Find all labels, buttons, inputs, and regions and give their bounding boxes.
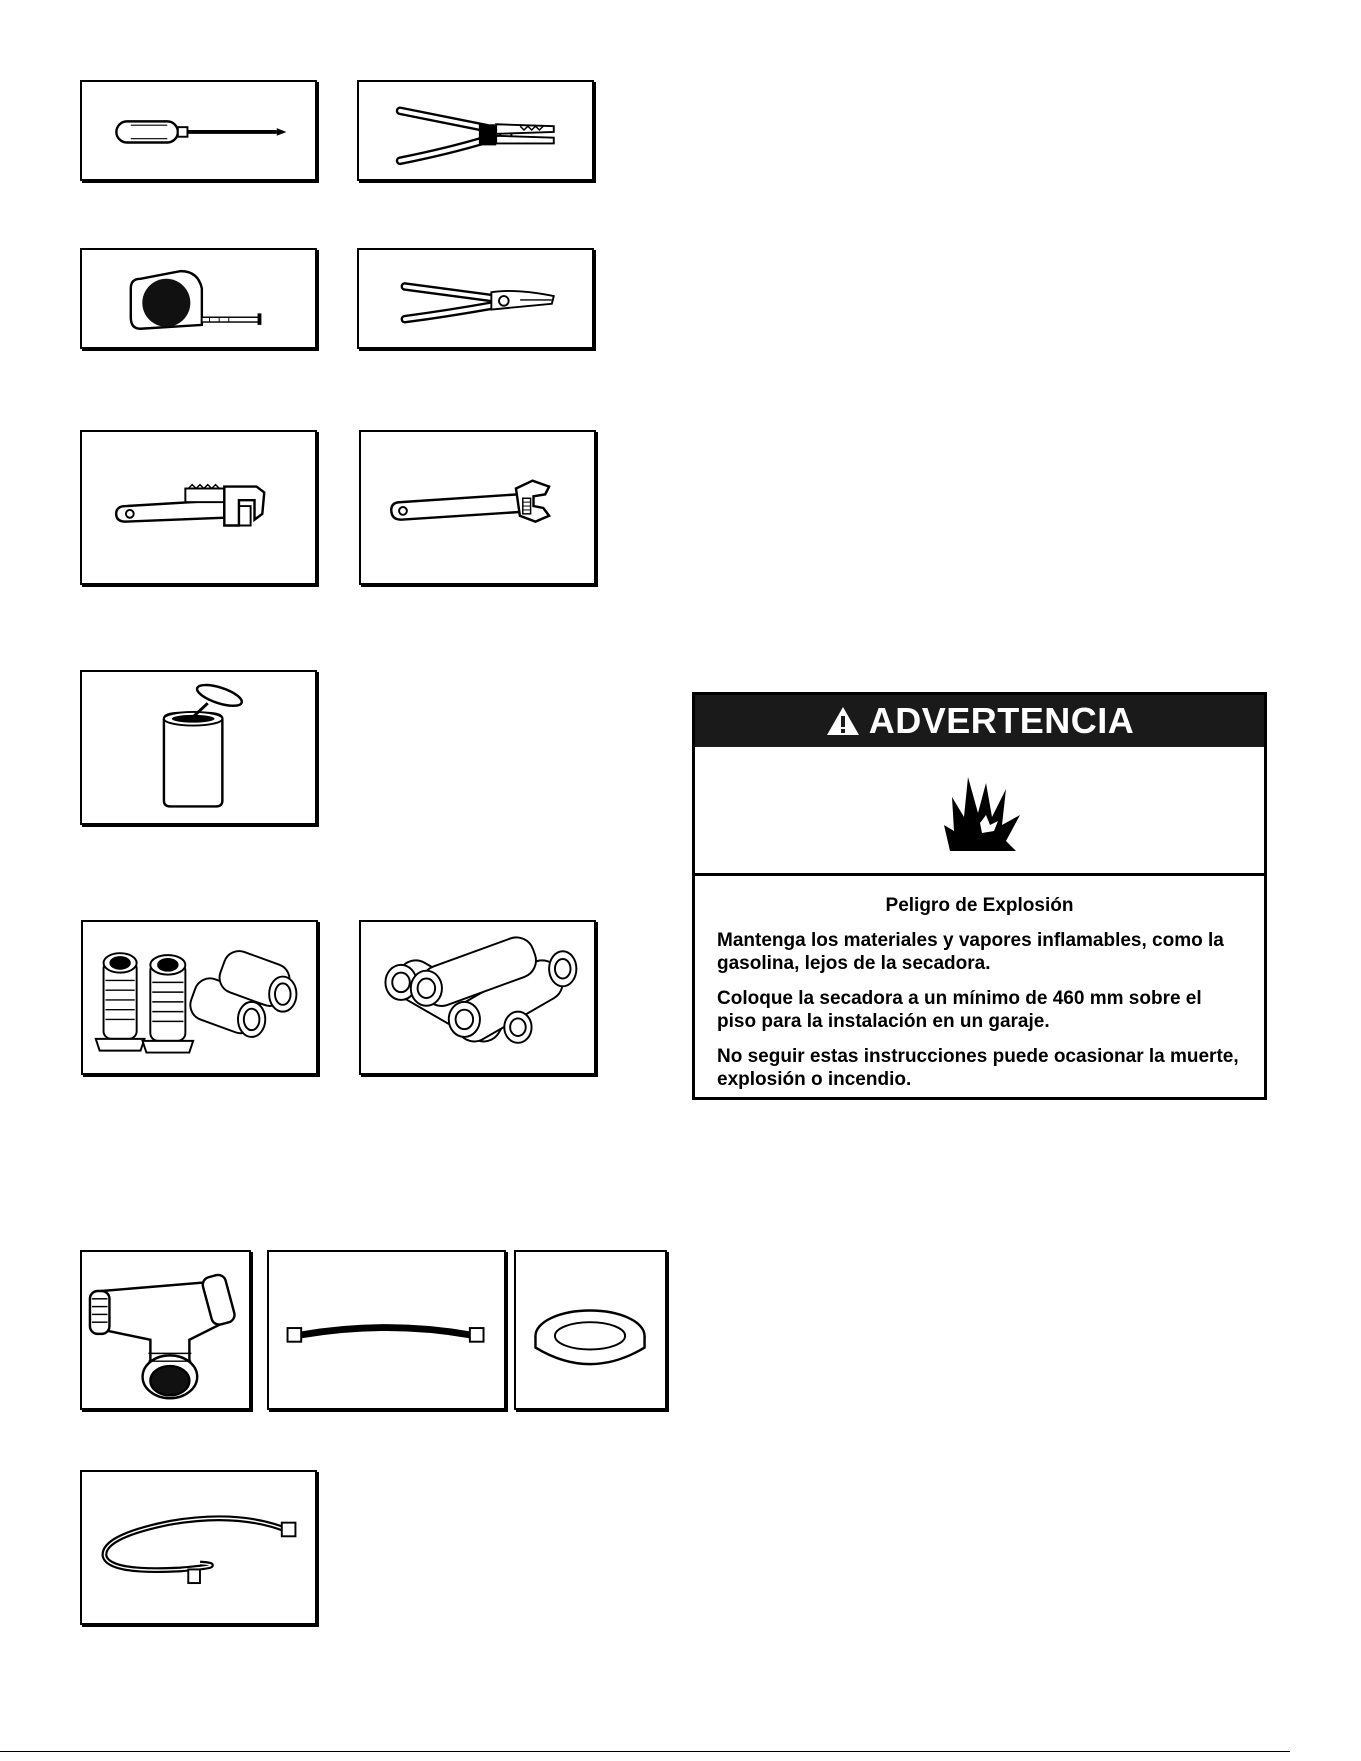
washer-icon (516, 1252, 665, 1408)
warning-triangle-icon (825, 705, 861, 737)
page-bottom-rule (0, 1751, 1290, 1752)
explosion-icon-area (695, 747, 1264, 876)
inlet-hose-icon (82, 1472, 315, 1623)
leveling-legs-box (81, 920, 318, 1075)
warning-paragraph-2: Coloque la secadora a un mínimo de 460 mm sobre el piso para la instalación en un garaje. (717, 988, 1202, 1032)
y-connector-icon (82, 1252, 249, 1408)
warning-panel (692, 692, 1267, 1100)
leveling-legs-icon (83, 922, 316, 1073)
vent-hoses-icon (361, 922, 594, 1073)
screwdriver-icon (82, 82, 315, 179)
adjustable-wrench-icon (361, 432, 594, 583)
jar-icon (82, 672, 315, 823)
screwdriver-box (80, 80, 317, 181)
pliers-icon (359, 250, 592, 347)
pliers-box (357, 248, 594, 349)
pipe-joint-compound-box (80, 670, 317, 825)
pipe-wrench-icon (82, 432, 315, 583)
adjustable-wrench-box (359, 430, 596, 585)
rubber-washer-box (514, 1250, 667, 1410)
explosion-icon (940, 761, 1024, 857)
warning-title: Peligro de Explosión (885, 895, 1074, 916)
wire-stripper-box (357, 80, 594, 181)
tape-measure-icon (82, 250, 315, 347)
warning-header (695, 695, 1264, 747)
short-hose-box (267, 1250, 506, 1410)
warning-paragraph-3: No seguir estas instrucciones puede ocasionar la muerte, explosión o incendio. (717, 1046, 1239, 1090)
tape-measure-box (80, 248, 317, 349)
vent-hoses-box (359, 920, 596, 1075)
warning-body (695, 876, 1264, 1091)
short-hose-icon (269, 1252, 504, 1408)
pipe-wrench-box (80, 430, 317, 585)
warning-paragraph-1: Mantenga los materiales y vapores inflamables, como la gasolina, lejos de la secadora. (717, 930, 1224, 974)
long-inlet-hose-box (80, 1470, 317, 1625)
wire-stripper-icon (359, 82, 592, 179)
y-connector-box (80, 1250, 251, 1410)
warning-heading: ADVERTENCIA (868, 700, 1135, 741)
